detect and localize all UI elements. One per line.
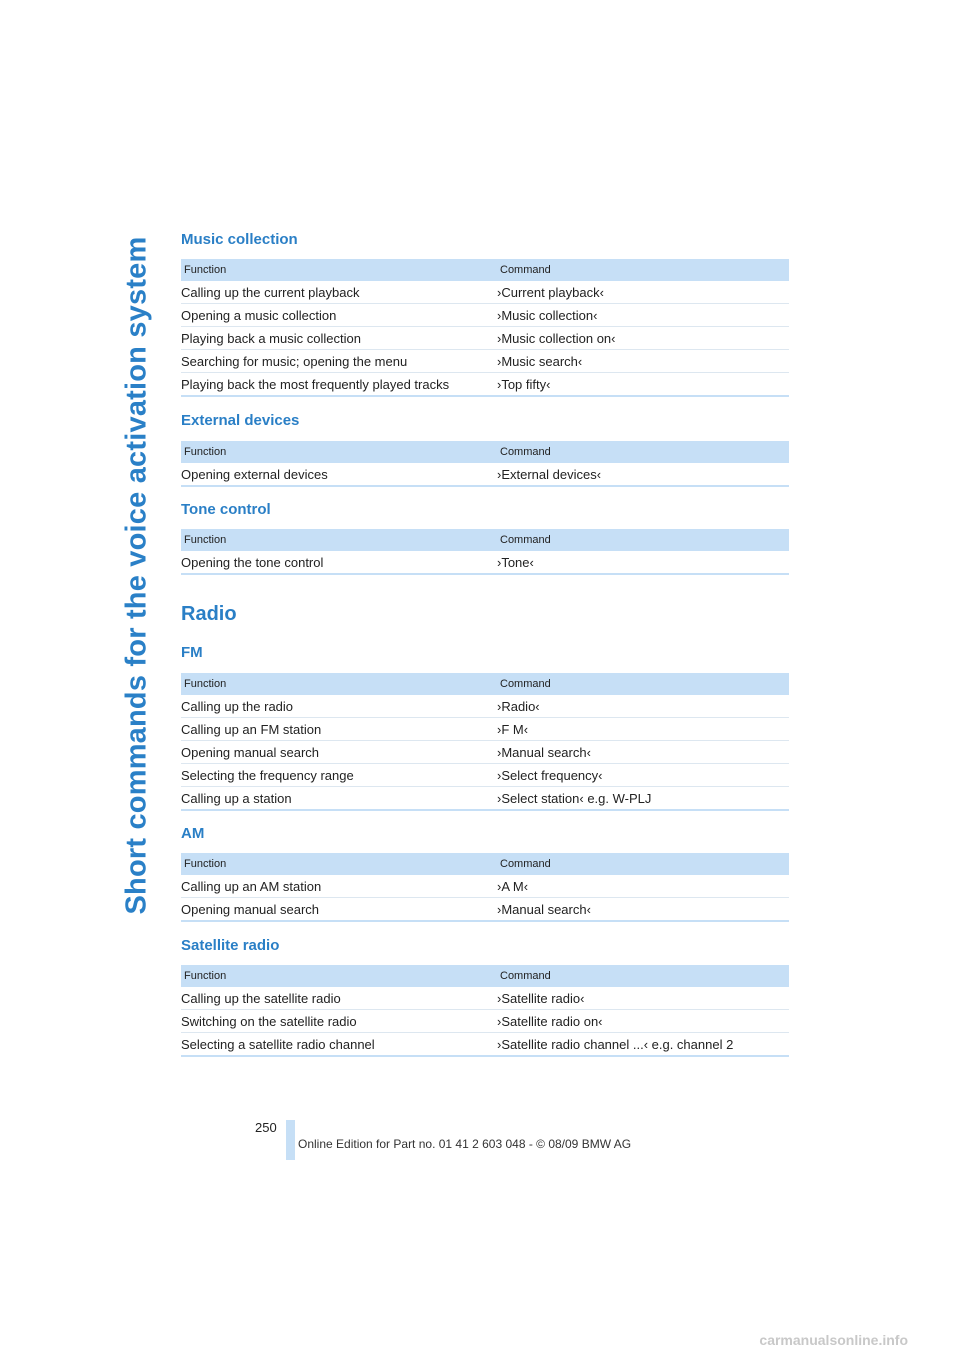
command-cell: ›Tone‹ xyxy=(494,551,789,574)
function-cell: Opening manual search xyxy=(181,741,494,764)
function-cell: Calling up a station xyxy=(181,787,494,811)
heading-tone-control: Tone control xyxy=(181,501,271,518)
function-cell: Opening external devices xyxy=(181,463,494,486)
side-title-text: Short commands for the voice activation system xyxy=(120,236,153,914)
function-cell: Playing back a music collection xyxy=(181,327,494,350)
table-row xyxy=(181,327,789,350)
command-cell: ›Satellite radio on‹ xyxy=(494,1010,789,1033)
table-row xyxy=(181,695,789,718)
function-cell: Opening the tone control xyxy=(181,551,494,574)
side-title xyxy=(112,230,162,920)
table-tone-control xyxy=(181,529,789,575)
heading-radio: Radio xyxy=(181,603,237,625)
table-row xyxy=(181,987,789,1010)
function-cell: Selecting a satellite radio channel xyxy=(181,1033,494,1057)
table-row xyxy=(181,1033,789,1057)
header-command: Command xyxy=(494,673,789,695)
table-row xyxy=(181,875,789,898)
function-cell: Calling up the radio xyxy=(181,695,494,718)
command-cell: ›Select frequency‹ xyxy=(494,764,789,787)
command-cell: ›Music collection‹ xyxy=(494,304,789,327)
command-cell: ›Satellite radio channel ...‹ e.g. channel 2 xyxy=(494,1033,789,1057)
function-cell: Calling up an AM station xyxy=(181,875,494,898)
table-header xyxy=(181,673,789,695)
table-header xyxy=(181,965,789,987)
command-cell: ›Music collection on‹ xyxy=(494,327,789,350)
footer-edition-text: Online Edition for Part no. 01 41 2 603 048 - © 08/09 BMW AG xyxy=(298,1137,632,1151)
table-header xyxy=(181,441,789,463)
table-row xyxy=(181,764,789,787)
function-cell: Opening manual search xyxy=(181,898,494,922)
table-music-collection xyxy=(181,259,789,397)
table-header xyxy=(181,853,789,875)
command-cell: ›Manual search‹ xyxy=(494,741,789,764)
header-function: Function xyxy=(181,673,494,695)
function-cell: Calling up an FM station xyxy=(181,718,494,741)
table-am xyxy=(181,853,789,922)
header-function: Function xyxy=(181,259,494,281)
heading-fm: FM xyxy=(181,644,203,661)
table-row xyxy=(181,787,789,811)
function-cell: Searching for music; opening the menu xyxy=(181,350,494,373)
table-header xyxy=(181,259,789,281)
header-command: Command xyxy=(494,529,789,551)
table-header xyxy=(181,529,789,551)
header-function: Function xyxy=(181,965,494,987)
command-cell: ›Top fifty‹ xyxy=(494,373,789,397)
function-cell: Playing back the most frequently played tracks xyxy=(181,373,494,397)
table-row xyxy=(181,373,789,397)
table-row xyxy=(181,718,789,741)
header-function: Function xyxy=(181,529,494,551)
header-command: Command xyxy=(494,853,789,875)
header-command: Command xyxy=(494,259,789,281)
table-row xyxy=(181,304,789,327)
function-cell: Switching on the satellite radio xyxy=(181,1010,494,1033)
command-cell: ›Satellite radio‹ xyxy=(494,987,789,1010)
command-cell: ›Select station‹ e.g. W-PLJ xyxy=(494,787,789,811)
footer-accent-bar xyxy=(286,1120,295,1160)
table-row xyxy=(181,281,789,304)
watermark: carmanualsonline.info xyxy=(759,1332,908,1348)
heading-external-devices: External devices xyxy=(181,412,300,429)
function-cell: Calling up the current playback xyxy=(181,281,494,304)
table-external-devices xyxy=(181,441,789,487)
function-cell: Opening a music collection xyxy=(181,304,494,327)
table-row xyxy=(181,741,789,764)
heading-satellite-radio: Satellite radio xyxy=(181,937,280,954)
header-command: Command xyxy=(494,441,789,463)
command-cell: ›F M‹ xyxy=(494,718,789,741)
function-cell: Calling up the satellite radio xyxy=(181,987,494,1010)
function-cell: Selecting the frequency range xyxy=(181,764,494,787)
header-command: Command xyxy=(494,965,789,987)
table-row xyxy=(181,1010,789,1033)
heading-music-collection: Music collection xyxy=(181,231,298,248)
table-row xyxy=(181,350,789,373)
command-cell: ›Current playback‹ xyxy=(494,281,789,304)
header-function: Function xyxy=(181,853,494,875)
page-number: 250 xyxy=(255,1120,277,1135)
command-cell: ›Manual search‹ xyxy=(494,898,789,922)
heading-am: AM xyxy=(181,825,205,842)
table-satellite-radio xyxy=(181,965,789,1057)
command-cell: ›External devices‹ xyxy=(494,463,789,486)
table-row xyxy=(181,551,789,574)
table-row xyxy=(181,463,789,486)
table-fm xyxy=(181,673,789,811)
command-cell: ›Music search‹ xyxy=(494,350,789,373)
table-row xyxy=(181,898,789,922)
command-cell: ›Radio‹ xyxy=(494,695,789,718)
command-cell: ›A M‹ xyxy=(494,875,789,898)
header-function: Function xyxy=(181,441,494,463)
